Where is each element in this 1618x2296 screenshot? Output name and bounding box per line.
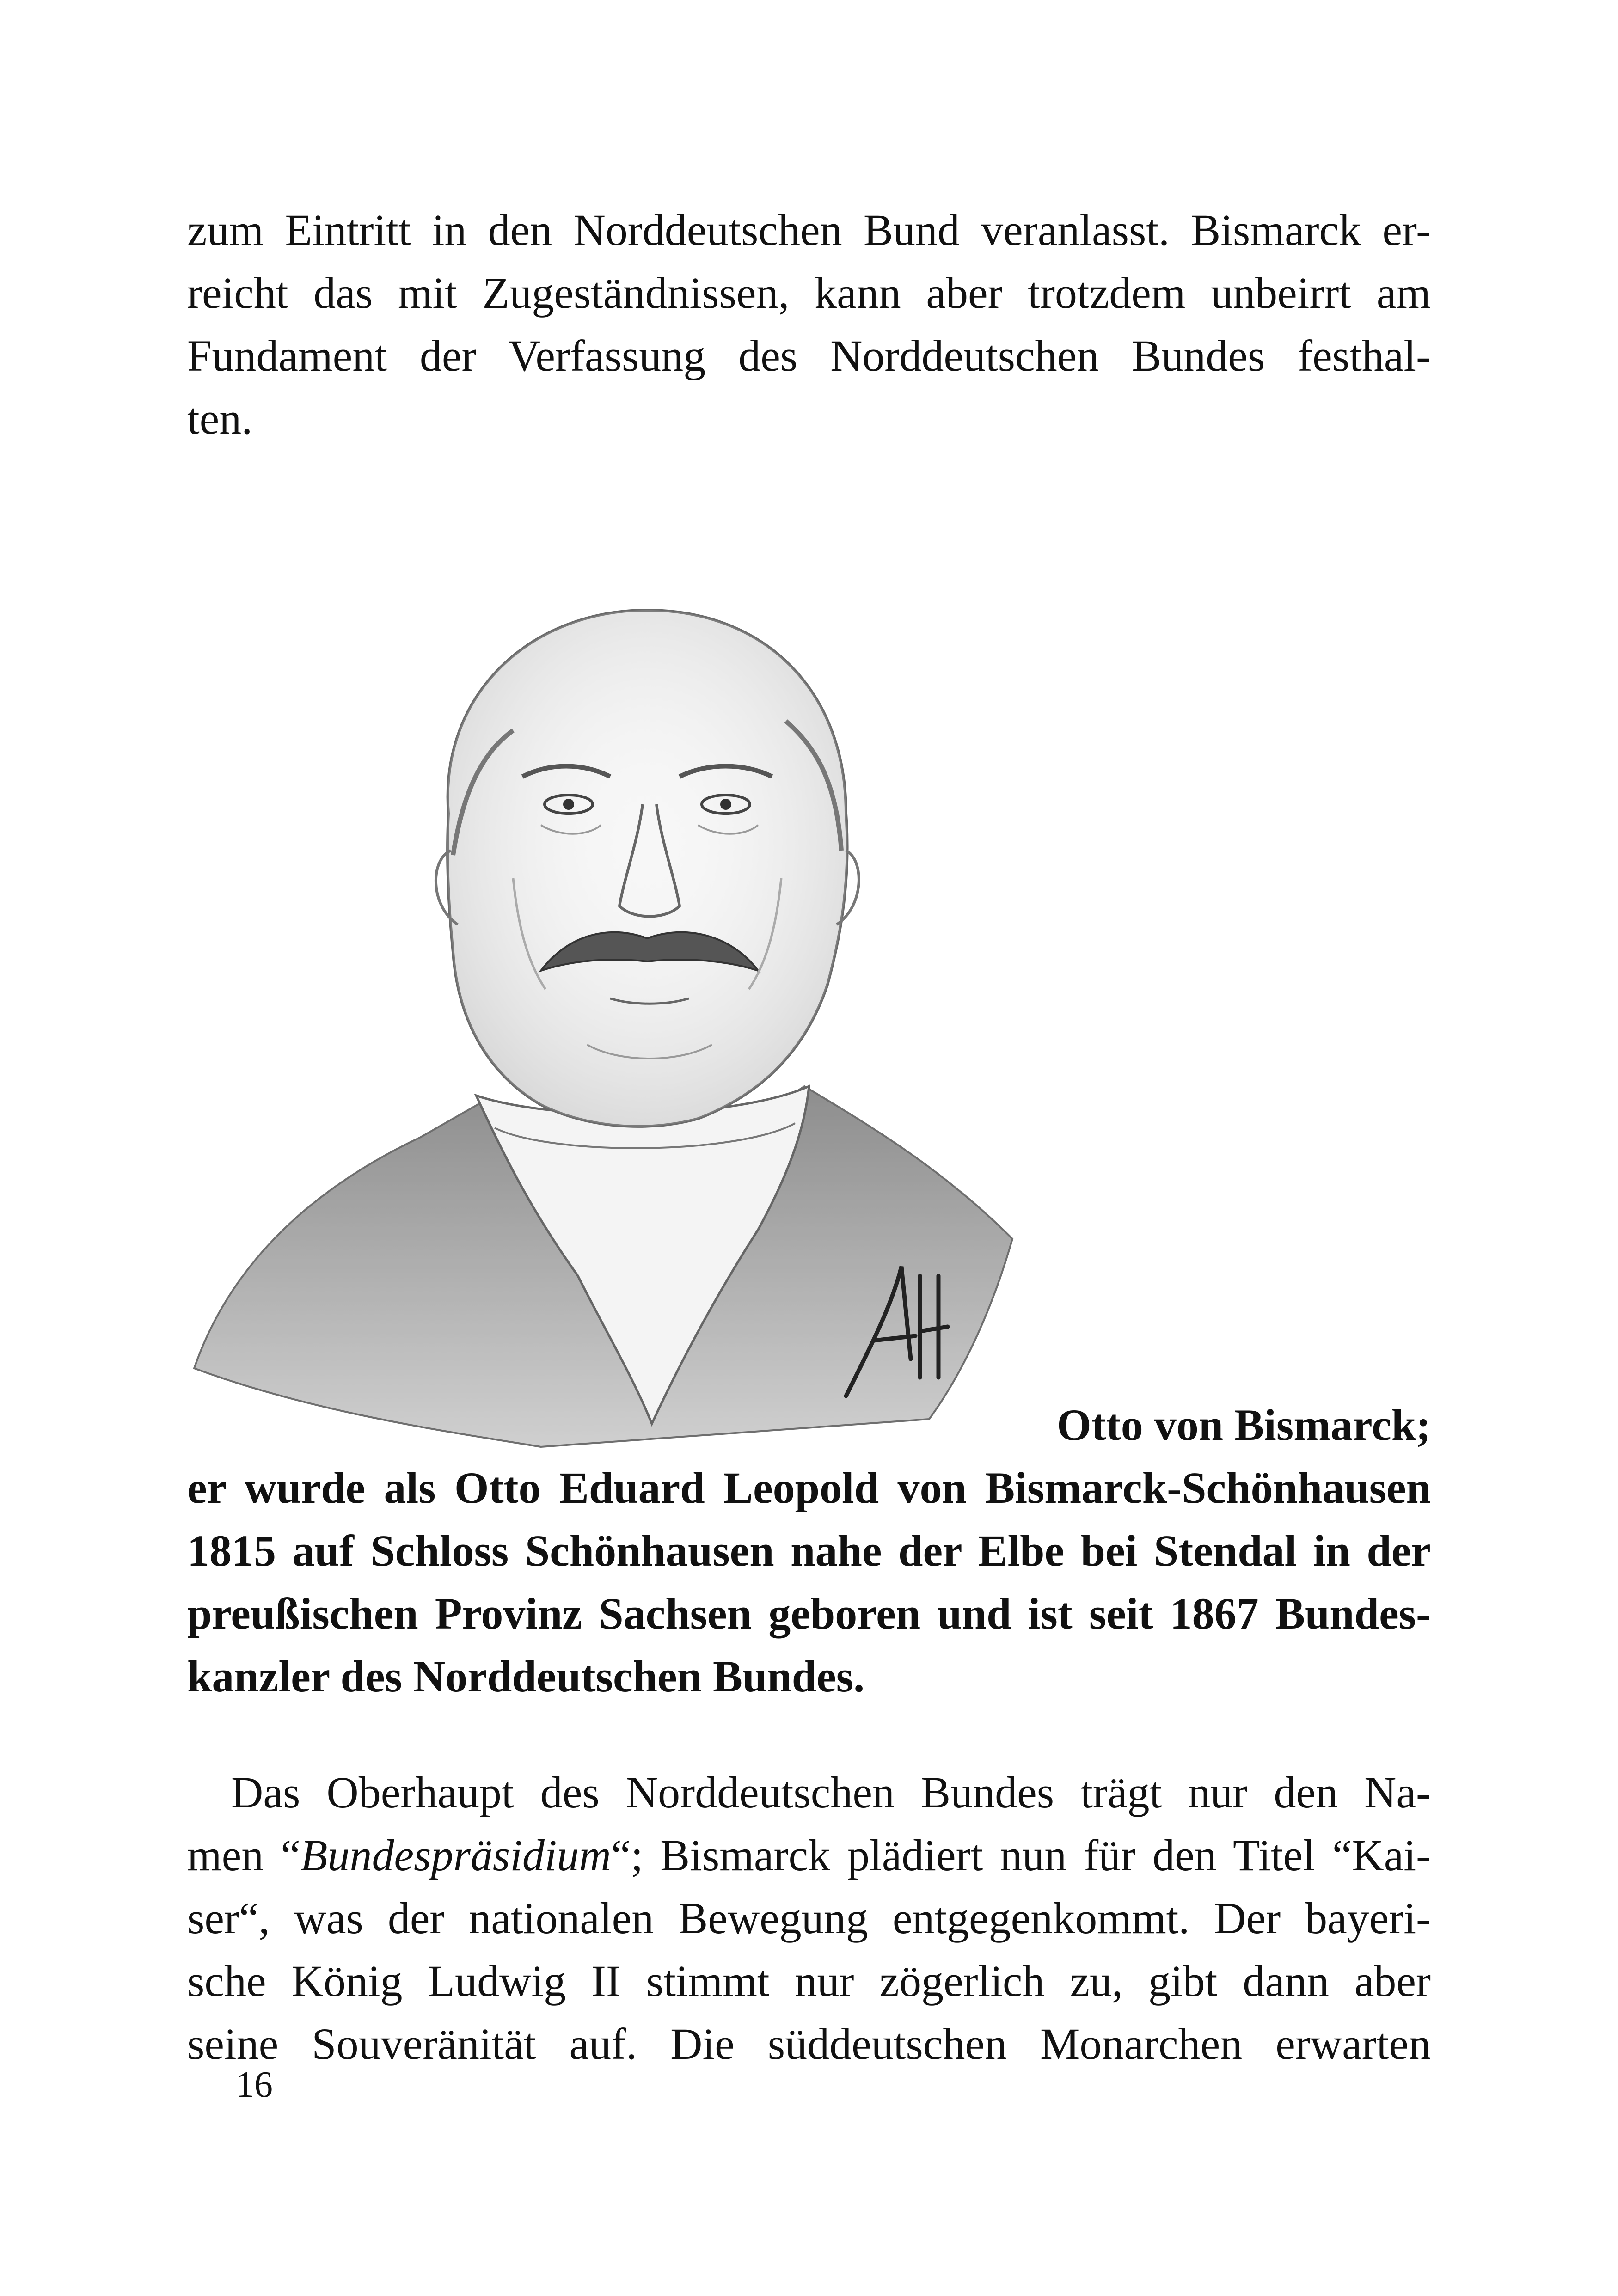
page-number: 16 [236,2064,273,2105]
caption-line: preußischen Provinz Sachsen geboren und ist seit 1867 Bundes- [187,1589,1431,1638]
text-line: sche König Ludwig II stimmt nur zögerlich zu, gibt dann aber [187,1956,1431,2006]
top-paragraph [187,199,1431,450]
portrait-caption [187,1394,1431,1708]
text-line: reicht das mit Zugeständnissen, kann aber trotzdem unbeirrt am [187,268,1431,318]
text-line: ser“, was der nationalen Bewegung entgegenkommt. Der bayeri- [187,1893,1431,1943]
text-segment: “; Bismarck plädiert nun für den Titel “Kai- [611,1831,1431,1880]
caption-line: er wurde als Otto Eduard Leopold von Bismarck-Schönhausen [187,1463,1431,1512]
caption-title: Otto von Bismarck; [1057,1400,1431,1450]
bismarck-portrait-sketch [180,555,1059,1456]
italic-term: Bundespräsidium [300,1831,611,1880]
text-line: zum Eintritt in den Norddeutschen Bund veranlasst. Bismarck er- [187,205,1431,255]
text-line: seine Souveränität auf. Die süddeutschen Monarchen erwarten [187,2019,1431,2069]
text-line: ten. [187,394,253,443]
caption-line: kanzler des Norddeutschen Bundes. [187,1652,865,1701]
caption-line: 1815 auf Schloss Schönhausen nahe der Elbe bei Stendal in der [187,1526,1431,1575]
text-line: Das Oberhaupt des Norddeutschen Bundes trägt nur den Na- [231,1768,1431,1817]
text-line [187,1824,1431,1887]
text-line: Fundament der Verfassung des Norddeutschen Bundes festhal- [187,331,1431,380]
text-segment: men “ [187,1831,300,1880]
bottom-paragraph [187,1761,1431,2076]
